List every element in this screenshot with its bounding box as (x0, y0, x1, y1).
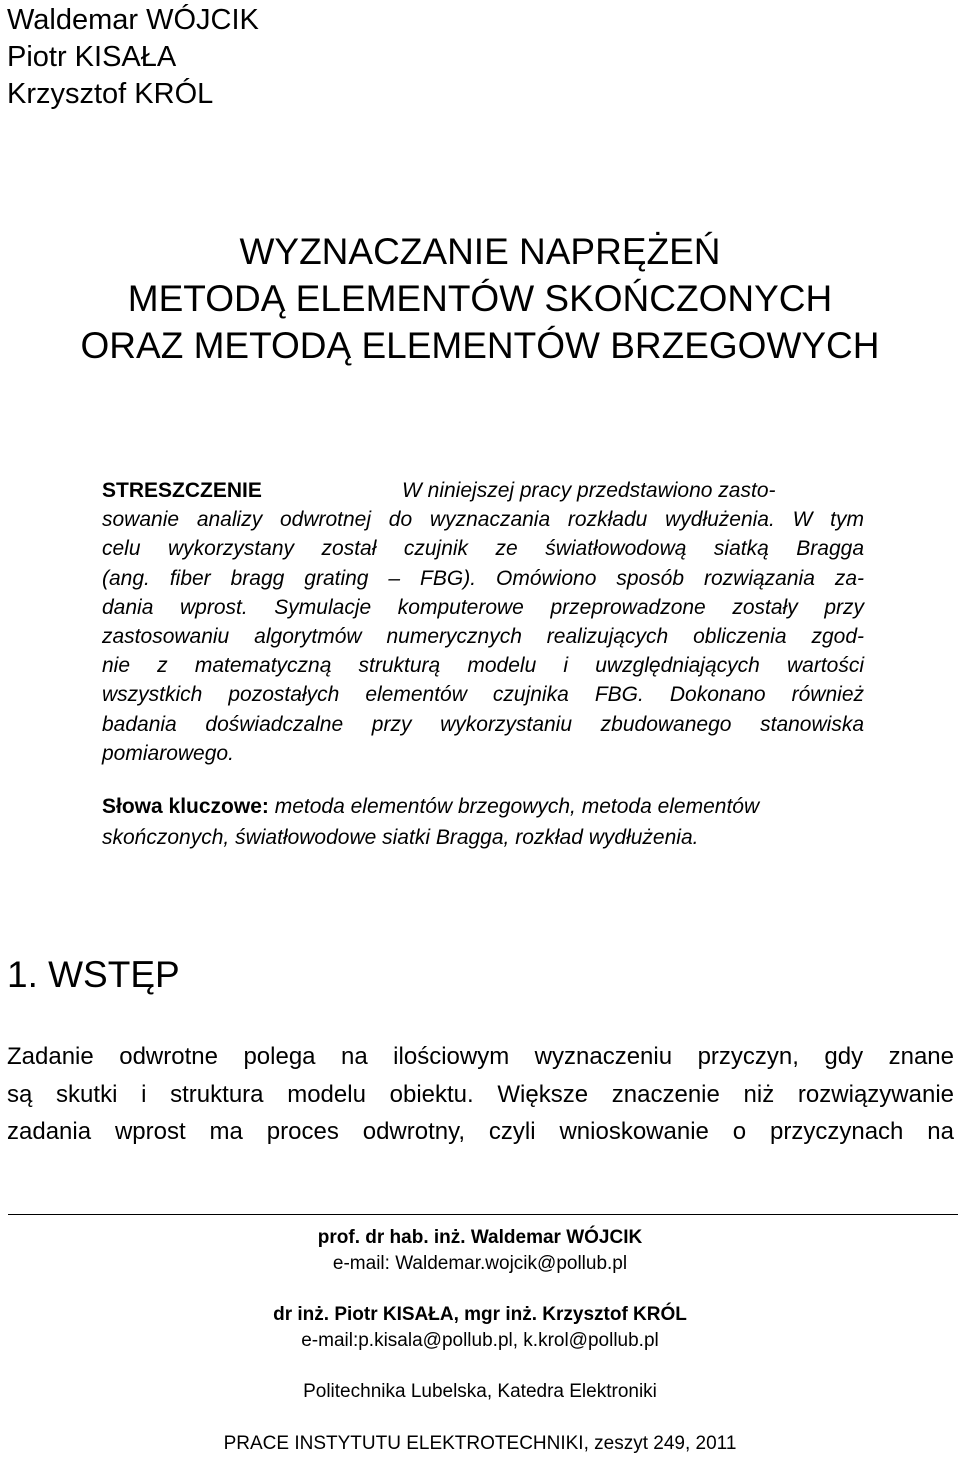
abstract-line: zastosowaniu algorytmów numerycznych realizujących obliczenia zgod- (102, 624, 864, 648)
abstract (102, 476, 864, 768)
abstract-line: pomiarowego. (102, 741, 234, 765)
keywords (102, 791, 864, 853)
affiliation-institution: Politechnika Lubelska, Katedra Elektroniki (303, 1381, 657, 1402)
abstract-text: W niniejszej pracy przedstawiono zasto- (402, 479, 776, 502)
keywords-line: skończonych, światłowodowe siatki Bragga, rozkład wydłużenia. (102, 826, 699, 849)
footnote-divider (8, 1214, 958, 1215)
intro-paragraph (7, 1038, 954, 1151)
title-line: WYZNACZANIE NAPRĘŻEŃ (239, 231, 721, 272)
author-name: Piotr KISAŁA (7, 41, 177, 73)
intro-line: są skutki i struktura modelu obiektu. Większe znaczenie niż rozwiązywanie (7, 1080, 954, 1108)
author-name: Krzysztof KRÓL (7, 78, 214, 110)
affiliation-email-1: e-mail: Waldemar.wojcik@pollub.pl (332, 1253, 628, 1274)
abstract-line: celu wykorzystany został czujnik ze światłowodową siatką Bragga (102, 537, 864, 561)
affiliation-author-2: dr inż. Piotr KISAŁA, mgr inż. Krzysztof KRÓL (273, 1304, 687, 1325)
abstract-line: sowanie analizy odwrotnej do wyznaczania rozkładu wydłużenia. W tym (102, 508, 864, 532)
abstract-line: dania wprost. Symulacje komputerowe przeprowadzone zostały przy (102, 595, 864, 619)
affiliation-email-2: e-mail:p.kisala@pollub.pl, k.krol@pollub.pl (301, 1330, 659, 1351)
intro-line: zadania wprost ma proces odwrotny, czyli wnioskowanie o przyczynach na (7, 1118, 954, 1145)
affiliation-author-1: prof. dr hab. inż. Waldemar WÓJCIK (317, 1227, 643, 1248)
authors-block (7, 2, 259, 113)
keywords-label: Słowa kluczowe: (102, 795, 269, 818)
section-heading: 1. WSTĘP (7, 954, 180, 995)
journal-reference: PRACE INSTYTUTU ELEKTROTECHNIKI, zeszyt 249, 2011 (223, 1433, 737, 1454)
intro-line: Zadanie odwrotne polega na ilościowym wyznaczeniu przyczyn, gdy znane (7, 1043, 954, 1070)
keywords-text: metoda elementów brzegowych, metoda elementów (274, 795, 760, 818)
abstract-line: (ang. fiber bragg grating – FBG). Omówiono sposób rozwiązania za- (102, 566, 864, 590)
title-line: METODĄ ELEMENTÓW SKOŃCZONYCH (127, 278, 833, 319)
keywords-line (102, 791, 864, 822)
abstract-line: badania doświadczalne przy wykorzystaniu zbudowanego stanowiska (102, 712, 864, 736)
abstract-line: nie z matematyczną strukturą modelu i uwzględniających wartości (102, 654, 864, 678)
paper-title (0, 228, 960, 369)
abstract-heading: STRESZCZENIE (102, 479, 262, 502)
abstract-line (102, 476, 864, 505)
abstract-line: wszystkich pozostałych elementów czujnika FBG. Dokonano również (102, 683, 864, 707)
title-line: ORAZ METODĄ ELEMENTÓW BRZEGOWYCH (80, 325, 880, 366)
author-name: Waldemar WÓJCIK (7, 4, 259, 36)
